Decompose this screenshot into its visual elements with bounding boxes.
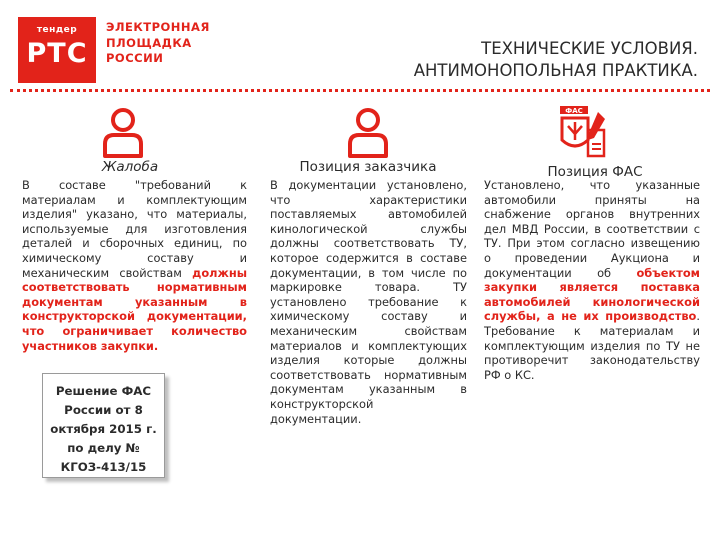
logo-top-word: тендер <box>36 25 78 35</box>
logo-caption-line: ПЛОЩАДКА <box>106 35 192 50</box>
logo-caption-line: ЭЛЕКТРОННАЯ <box>106 20 210 34</box>
customer-text: В документации установлено, что характеристики поставляемых автомобилей кинологической службы должны соответствовать ТУ, которое содержится в составе документации, в том числе по маркировке товара. ТУ установлено требование к химическому составу и механическим свойствам материалов и комплектующих изделия которые должны соответствовать нормативным документам указанным в конструкторской документации. <box>270 178 467 426</box>
page-title-line2: АНТИМОНОПОЛЬНАЯ ПРАКТИКА. <box>413 61 698 80</box>
fas-text-plain: Установлено, что указанные автомобили приняты на снабжение органов внутренних дел МВД России, в соответствии с ТУ. При этом согласно извещению о проведении Аукциона и документации об <box>484 178 700 280</box>
fas-decision-box: Решение ФАС России от 8 октября 2015 г. по делу № КГОЗ-413/15 <box>42 373 165 478</box>
complaint-text-plain: В составе "требований к материалам и комплектующим изделия" указано, что материалы, используемые для изготовления деталей и сборочных единиц, по химическому составу и механическим свойствам <box>22 178 247 280</box>
logo-caption <box>106 20 210 67</box>
fas-heading: Позиция ФАС <box>547 164 643 180</box>
person-icon <box>345 106 391 158</box>
fas-text-end: . Требование к материалам и комплектующим изделия по ТУ не противоречит законодательству РФ о КС. <box>484 309 700 382</box>
fas-emblem-icon <box>558 104 608 160</box>
rts-logo <box>18 17 96 83</box>
complaint-heading: Жалоба <box>101 159 159 175</box>
logo-caption-line: РОССИИ <box>106 51 164 65</box>
fas-text-highlight: объектом закупки является поставка автомобилей кинологической службы, а не их производство <box>484 265 700 324</box>
page-title <box>414 38 698 82</box>
customer-heading: Позиция заказчика <box>299 159 437 175</box>
person-icon <box>100 106 146 158</box>
fas-emblem-label: ФАС <box>565 107 583 115</box>
complaint-text <box>22 178 247 353</box>
complaint-text-highlight: должны соответствовать нормативным документам указанным в конструкторской документации, что ограничивает количество участников закупки. <box>22 265 247 353</box>
logo-main-word: РТС <box>26 38 88 69</box>
fas-text <box>484 178 700 382</box>
page-title-line1: ТЕХНИЧЕСКИЕ УСЛОВИЯ. <box>481 39 698 58</box>
header-divider <box>10 89 710 92</box>
